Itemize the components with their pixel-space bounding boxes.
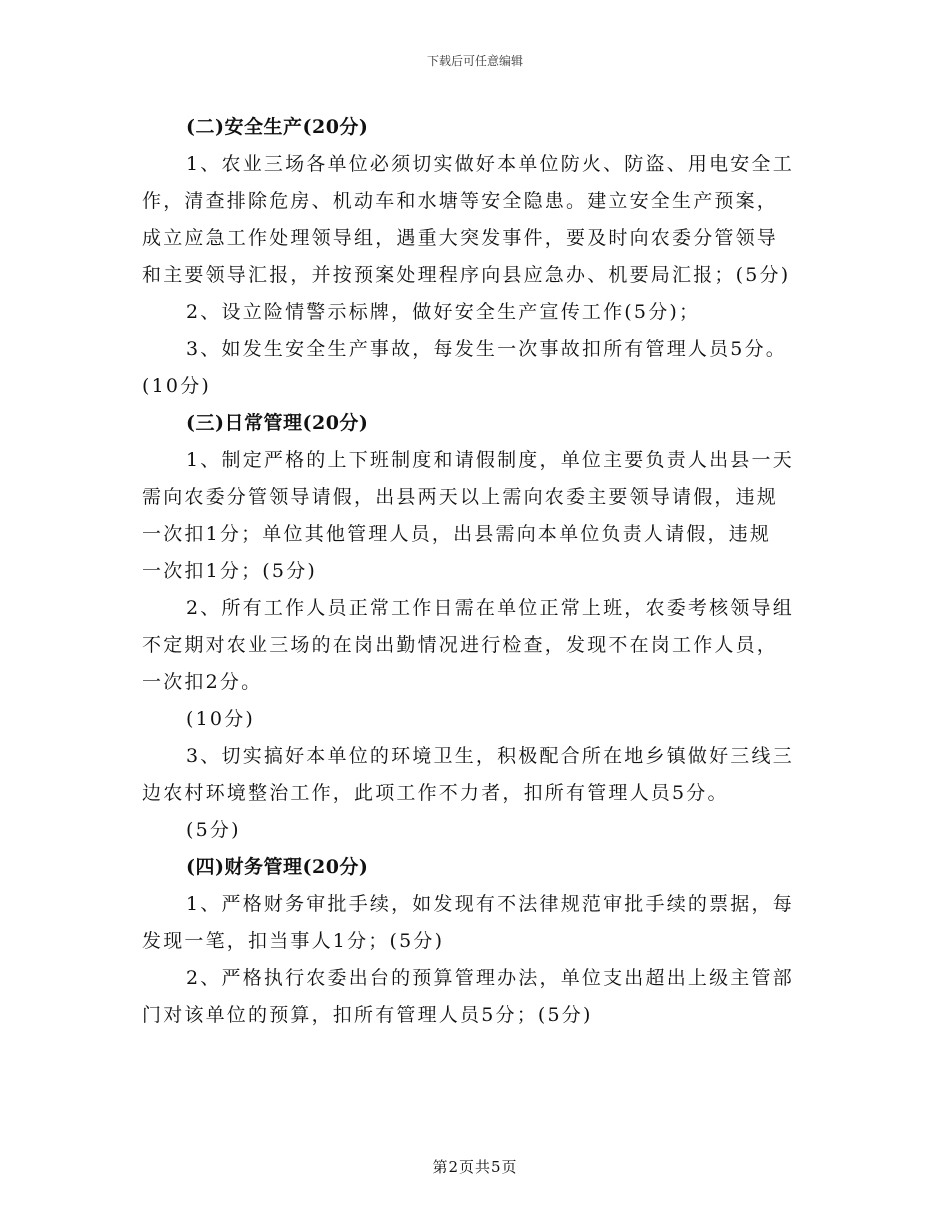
paragraph-line: 一次扣1分；(5分)	[142, 560, 318, 582]
paragraph-line: 2、设立险情警示标牌，做好安全生产宣传工作(5分)；	[186, 301, 701, 323]
paragraph-line: 需向农委分管领导请假，出县两天以上需向农委主要领导请假，违规	[142, 486, 779, 508]
paragraph-line: 1、农业三场各单位必须切实做好本单位防火、防盗、用电安全工	[186, 153, 794, 175]
paragraph-line: (5分)	[186, 819, 241, 841]
paragraph-line: 和主要领导汇报，并按预案处理程序向县应急办、机要局汇报；(5分)	[142, 264, 791, 286]
section-heading-safety: (二)安全生产(20分)	[186, 116, 369, 138]
paragraph-line: 3、切实搞好本单位的环境卫生，积极配合所在地乡镇做好三线三	[186, 745, 794, 767]
paragraph-line: 2、所有工作人员正常工作日需在单位正常上班，农委考核领导组	[186, 597, 794, 619]
paragraph-line: (10分)	[142, 375, 212, 397]
paragraph-line: 门对该单位的预算，扣所有管理人员5分；(5分)	[142, 1004, 593, 1026]
document-body	[142, 109, 810, 1034]
paragraph-line: 边农村环境整治工作，此项工作不力者，扣所有管理人员5分。	[142, 782, 729, 804]
paragraph-line: 1、制定严格的上下班制度和请假制度，单位主要负责人出县一天	[186, 449, 794, 471]
paragraph-line: 一次扣1分；单位其他管理人员，出县需向本单位负责人请假，违规	[142, 523, 772, 545]
page-number: 第2页共5页	[432, 1158, 518, 1176]
header-note: 下载后可任意编辑	[426, 54, 523, 68]
paragraph-line: 3、如发生安全生产事故，每发生一次事故扣所有管理人员5分。	[186, 338, 787, 360]
paragraph-line: 1、严格财务审批手续，如发现有不法律规范审批手续的票据，每	[186, 893, 794, 915]
section-heading-finance: (四)财务管理(20分)	[186, 856, 369, 878]
paragraph-line: 不定期对农业三场的在岗出勤情况进行检查，发现不在岗工作人员，	[142, 634, 779, 656]
section-heading-daily-management: (三)日常管理(20分)	[186, 412, 369, 434]
paragraph-line: 2、严格执行农委出台的预算管理办法，单位支出超出上级主管部	[186, 967, 794, 989]
paragraph-line: 发现一笔，扣当事人1分；(5分)	[142, 930, 445, 952]
paragraph-line: 成立应急工作处理领导组，遇重大突发事件，要及时向农委分管领导	[142, 227, 779, 249]
paragraph-line: 一次扣2分。	[142, 671, 263, 693]
paragraph-line: 作，清查排除危房、机动车和水塘等安全隐患。建立安全生产预案，	[142, 190, 779, 212]
paragraph-line: (10分)	[186, 708, 256, 730]
